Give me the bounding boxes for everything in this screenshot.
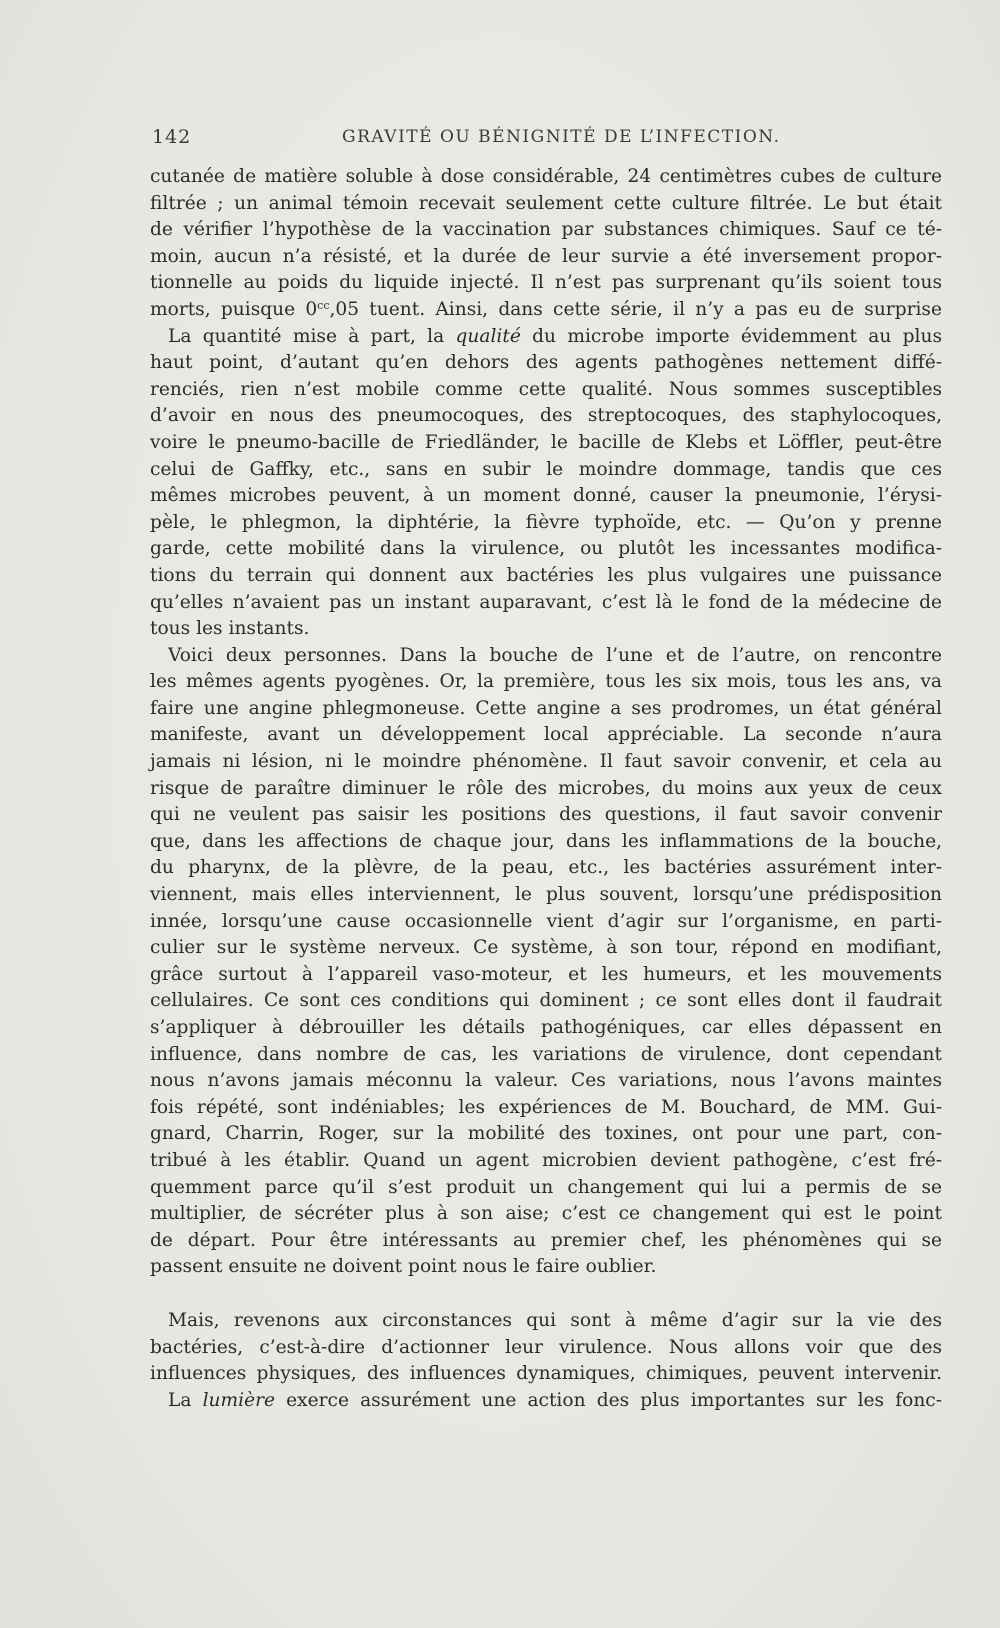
text-line: fois répété, sont indéniables; les expériences de M. Bouchard, de MM. Gui- (150, 1096, 942, 1118)
text-line (150, 324, 942, 351)
italic-word: qualité (455, 325, 521, 347)
text-line: qu’elles n’avaient pas un instant auparavant, c’est là le fond de la médecine de (150, 591, 942, 613)
text-line: les mêmes agents pyogènes. Or, la première, tous les six mois, tous les ans, va (150, 671, 942, 693)
text-line: culier sur le système nerveux. Ce système, à son tour, répond en modifiant, (150, 937, 942, 959)
text-line: tions du terrain qui donnent aux bactéries les plus vulgaires une puissance (150, 564, 942, 586)
text-line: bactéries, c’est-à-dire d’actionner leur virulence. Nous allons voir que des (150, 1336, 942, 1358)
text-line: garde, cette mobilité dans la virulence, ou plutôt les incessantes modifica- (150, 538, 942, 560)
running-head: GRAVITÉ OU BÉNIGNITÉ DE L’INFECTION. (342, 127, 781, 147)
text-line: manifeste, avant un développement local appréciable. La seconde n’aura (150, 724, 942, 746)
text-line: de départ. Pour être intéressants au premier chef, les phénomènes qui se (150, 1229, 942, 1251)
text-fragment: morts, puisque 0 (150, 298, 318, 320)
page-header (152, 126, 942, 156)
text-line: renciés, rien n’est mobile comme cette qualité. Nous sommes susceptibles (150, 378, 942, 400)
text-line: du pharynx, de la plèvre, de la peau, etc., les bactéries assurément inter- (150, 857, 942, 879)
body-text (150, 164, 942, 1414)
text-line: faire une angine phlegmoneuse. Cette angine a ses prodromes, un état général (150, 697, 942, 719)
text-line: de vérifier l’hypothèse de la vaccination par substances chimiques. Sauf ce té- (150, 219, 942, 241)
text-line: passent ensuite ne doivent point nous le faire oublier. (150, 1256, 657, 1278)
text-line: jamais ni lésion, ni le moindre phénomène. Il faut savoir convenir, et cela au (150, 751, 942, 773)
text-line (150, 297, 942, 324)
text-line: nous n’avons jamais méconnu la valeur. Ces variations, nous l’avons maintes (150, 1070, 942, 1092)
text-line: quemment parce qu’il s’est produit un changement qui lui a permis de se (150, 1176, 942, 1198)
text-line: celui de Gaffky, etc., sans en subir le moindre dommage, tandis que ces (150, 458, 942, 480)
text-line: moin, aucun n’a résisté, et la durée de leur survie a été inversement propor- (150, 245, 942, 267)
text-line: Voici deux personnes. Dans la bouche de l’une et de l’autre, on rencontre (168, 644, 942, 666)
text-line: tous les instants. (150, 618, 310, 640)
text-fragment: du microbe importe évidemment au plus (532, 325, 942, 347)
text-fragment: La quantité mise à part, la (168, 325, 445, 347)
text-line: s’appliquer à débrouiller les détails pathogéniques, car elles dépassent en (150, 1017, 942, 1038)
text-line: gnard, Charrin, Roger, sur la mobilité des toxines, ont pour une part, con- (150, 1123, 942, 1145)
text-line: mêmes microbes peuvent, à un moment donné, causer la pneumonie, l’érysi- (150, 485, 942, 507)
text-line: tionnelle au poids du liquide injecté. Il n’est pas surprenant qu’ils soient tous (150, 272, 942, 294)
text-line: haut point, d’autant qu’en dehors des agents pathogènes nettement diffé- (150, 352, 942, 374)
paragraph-gap (150, 1281, 942, 1308)
text-line: d’avoir en nous des pneumocoques, des streptocoques, des staphylocoques, (150, 405, 942, 427)
text-line: risque de paraître diminuer le rôle des microbes, du moins aux yeux de ceux (150, 777, 942, 799)
text-line: grâce surtout à l’appareil vaso-moteur, et les humeurs, et les mouvements (150, 963, 942, 985)
text-line: influence, dans nombre de cas, les variations de virulence, dont cependant (150, 1043, 942, 1065)
text-line: voire le pneumo-bacille de Friedländer, le bacille de Klebs et Löffler, peut-être (150, 431, 942, 453)
text-fragment: exerce assurément une action des plus importantes sur les fonc- (286, 1389, 942, 1411)
text-line: cutanée de matière soluble à dose considérable, 24 centimètres cubes de culture (150, 166, 942, 187)
text-line: innée, lorsqu’une cause occasionnelle vient d’agir sur l’organisme, en parti- (150, 910, 942, 932)
text-line: cellulaires. Ce sont ces conditions qui dominent ; ce sont elles dont il faudrait (150, 990, 942, 1012)
text-line: que, dans les affections de chaque jour, dans les inflammations de la bouche, (150, 830, 942, 852)
text-line: qui ne veulent pas saisir les positions des questions, il faut savoir convenir (150, 804, 942, 826)
text-line: filtrée ; un animal témoin recevait seulement cette culture filtrée. Le but était (150, 192, 942, 214)
text-fragment: La (168, 1389, 192, 1411)
text-line (150, 1388, 942, 1415)
text-line: multiplier, de sécréter plus à son aise; c’est ce changement qui est le point (150, 1203, 942, 1225)
text-line: influences physiques, des influences dynamiques, chimiques, peuvent intervenir. (150, 1363, 942, 1385)
italic-word: lumière (202, 1389, 275, 1411)
text-line: tribué à les établir. Quand un agent microbien devient pathogène, c’est fré- (150, 1149, 942, 1171)
text-line: Mais, revenons aux circonstances qui sont à même d’agir sur la vie des (168, 1309, 942, 1331)
text-line: viennent, mais elles interviennent, le plus souvent, lorsqu’une prédisposition (150, 884, 942, 906)
text-fragment: ,05 tuent. (329, 298, 426, 320)
text-fragment: Ainsi, dans cette série, il n’y a pas eu de surprise (435, 298, 942, 320)
text-line: pèle, le phlegmon, la diphtérie, la fièvre typhoïde, etc. — Qu’on y prenne (150, 511, 942, 533)
superscript-cc: cc (317, 298, 330, 312)
page-number: 142 (152, 126, 192, 148)
